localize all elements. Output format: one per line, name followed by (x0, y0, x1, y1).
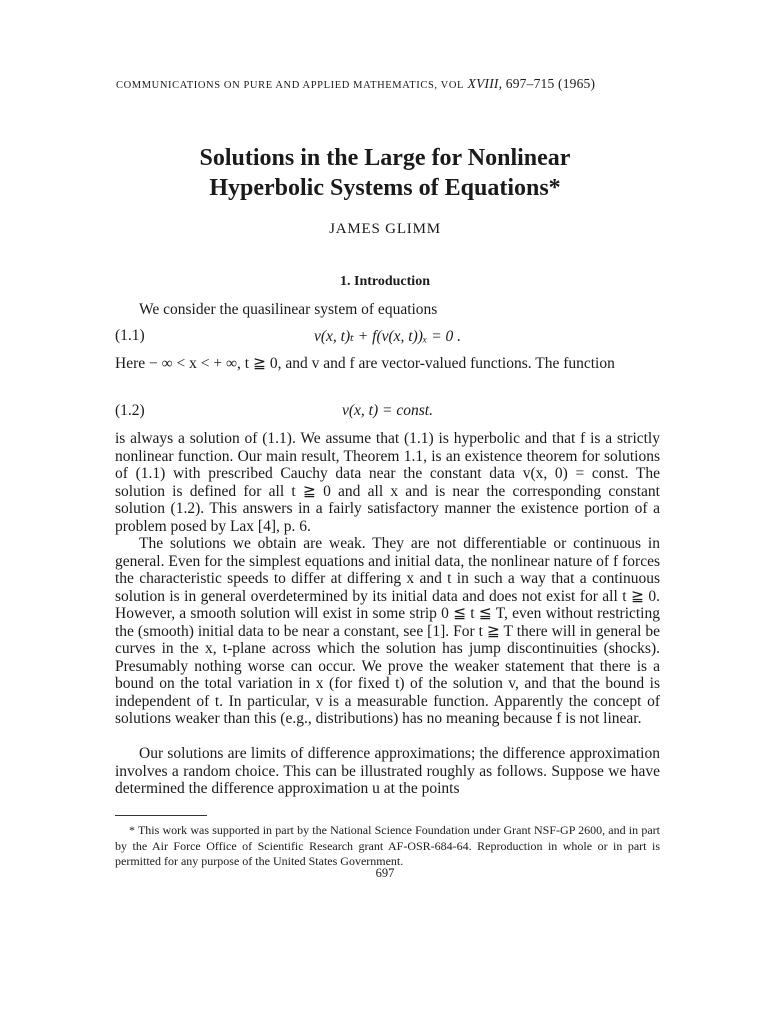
title-line-2: Hyperbolic Systems of Equations* (209, 175, 561, 201)
equation-body: v(x, t)ₜ + f(v(x, t))ₓ = 0 . (313, 328, 462, 345)
after-equation-text (115, 355, 660, 373)
paragraph-3 (115, 745, 660, 798)
section-heading: 1. Introduction (340, 274, 430, 289)
running-head (116, 76, 656, 92)
paragraph-1-text: is always a solution of (1.1). We assume that (1.1) is hyperbolic and that f is a strictly nonlinear function. Our main result, Theorem 1.1, is an existence theorem for solutions of (1.1) with prescribed Cauchy data near the constant data v(x, 0) = const. The solution is defined for all t ≧ 0 and all x and is near the corresponding constant solution (1.2). This answers in a fairly satisfactory manner the existence portion of a problem posed by Lax [4], p. 6. (115, 430, 660, 535)
volume-number: XVIII, (467, 76, 503, 91)
intro-sentence (115, 301, 660, 319)
equation-number: (1.1) (115, 327, 145, 344)
paragraph-1 (115, 430, 660, 535)
journal-name: COMMUNICATIONS ON PURE AND APPLIED MATHEMATICS, VOL (116, 80, 465, 91)
equation-1-1 (115, 327, 660, 347)
title-line-1: Solutions in the Large for Nonlinear (199, 145, 571, 171)
paragraph-2-text: The solutions we obtain are weak. They are not differentiable or continuous in general. Even for the simplest equations and initial data, the nonlinear nature of f forces the characteristic speeds to differ at differing x and t in such a way that a continuous solution is in general overdetermined by its initial data and does not exist for all t ≧ 0. However, a smooth solution will exist in some strip 0 ≦ t ≦ T, even without restricting the (smooth) initial data to be near a constant, see [1]. For t ≧ T there will in general be curves in the x, t-plane across which the solution has jump discontinuities (shocks). Presumably nothing worse can occur. We prove the weaker statement that there is a bound on the total variation in x (for fixed t) of the solution v, and that the bound is independent of t. In particular, v is a measurable function. Apparently the concept of solutions weaker than this (e.g., distributions) has no meaning because f is not linear. (115, 535, 660, 727)
paragraph-2 (115, 535, 660, 728)
footnote (115, 823, 660, 870)
equation-body: v(x, t) = const. (342, 402, 433, 419)
intro-text: We consider the quasilinear system of equations (139, 301, 438, 318)
equation-number: (1.2) (115, 402, 145, 419)
equation-1-2 (115, 402, 660, 422)
footnote-text: * This work was supported in part by the National Science Foundation under Grant NSF-GP 2600, and in part by the Air Force Office of Scientific Research grant AF-OSR-684-64. Reproduction in whole or in part is permitted for any purpose of the United States Government. (115, 823, 660, 868)
paragraph-3-text: Our solutions are limits of difference approximations; the difference approximation involves a random choice. This can be illustrated roughly as follows. Suppose we have determined the difference approximation u at the points (115, 745, 660, 797)
page-number: 697 (375, 866, 395, 880)
paper-title (110, 143, 660, 203)
page-range: 697–715 (1965) (505, 76, 596, 91)
after-eq1-text: Here − ∞ < x < + ∞, t ≧ 0, and v and f are vector-valued functions. The function (115, 355, 615, 372)
footnote-rule (115, 815, 207, 816)
author-name: JAMES GLIMM (329, 221, 441, 237)
